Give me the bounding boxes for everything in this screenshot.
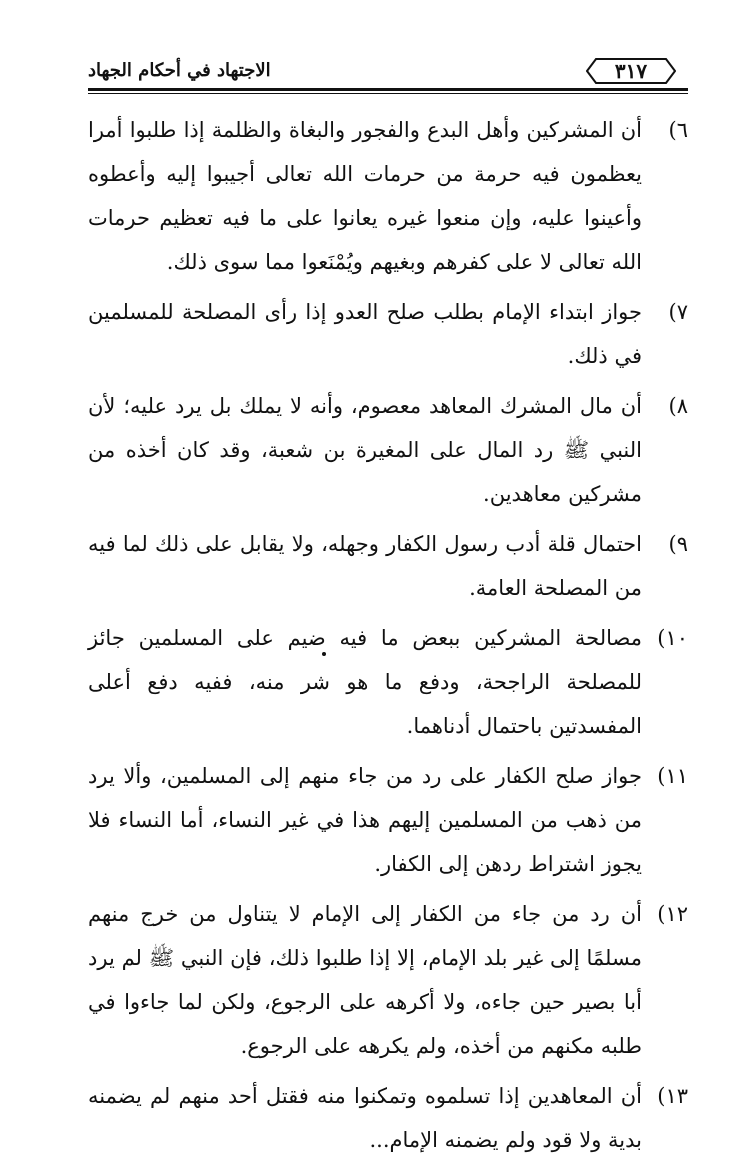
list-item	[88, 892, 688, 1068]
page-header	[88, 50, 688, 100]
item-number: ١٢)	[657, 902, 688, 926]
list-item	[88, 1074, 688, 1162]
item-text: جواز صلح الكفار على رد من جاء منهم إلى المسلمين، وألا يرد من ذهب من المسلمين إليهم هذا في غير النساء، أما النساء فلا يجوز اشتراط ردهن إلى الكفار.	[88, 764, 642, 876]
item-number: ٩)	[668, 532, 688, 556]
item-text: مصالحة المشركين ببعض ما فيه ضيم على المسلمين جائز للمصلحة الراجحة، ودفع ما هو شر منه، ففيه دفع أعلى المفسدتين باحتمال أدناهما.	[88, 626, 642, 738]
list-item	[88, 616, 688, 748]
running-title: الاجتهاد في أحكام الجهاد	[88, 60, 271, 81]
list-item	[88, 108, 688, 284]
item-text: جواز ابتداء الإمام بطلب صلح العدو إذا رأى المصلحة للمسلمين في ذلك.	[88, 300, 642, 368]
item-number: ٦)	[668, 118, 688, 142]
item-number: ٧)	[668, 300, 688, 324]
header-rule-thin	[88, 93, 688, 94]
header-rule-thick	[88, 88, 688, 91]
item-number: ٨)	[668, 394, 688, 418]
item-text: أن رد من جاء من الكفار إلى الإمام لا يتناول من خرج منهم مسلمًا إلى غير بلد الإمام، إلا إذا طلبوا ذلك، فإن النبي ﷺ لم يرد أبا بصير حين جاءه، ولا أكرهه على الرجوع، ولكن لما جاءوا في طلبه مكنهم من أخذه، ولم يكرهه على الرجوع.	[88, 902, 642, 1058]
item-text: أن المشركين وأهل البدع والفجور والبغاة والظلمة إذا طلبوا أمرا يعظمون فيه حرمة من حرمات الله تعالى أجيبوا إليه وأعطوه وأعينوا عليه، وإن منعوا غيره يعانوا على ما فيه تعظيم حرمات الله تعالى لا على كفرهم وبغيهم ويُمْنَعوا مما سوى ذلك.	[88, 118, 642, 274]
item-number: ١٠)	[657, 626, 688, 650]
item-number: ١٣)	[657, 1084, 688, 1108]
list-item	[88, 754, 688, 886]
stray-mark	[322, 652, 326, 656]
page-body	[88, 108, 688, 1168]
item-text: أن المعاهدين إذا تسلموه وتمكنوا منه فقتل أحد منهم لم يضمنه بدية ولا قود ولم يضمنه الإمام...	[88, 1084, 642, 1152]
item-text: احتمال قلة أدب رسول الكفار وجهله، ولا يقابل على ذلك لما فيه من المصلحة العامة.	[88, 532, 642, 600]
list-item	[88, 384, 688, 516]
page-number: ٣١٧	[614, 59, 648, 83]
item-number: ١١)	[657, 764, 688, 788]
list-item	[88, 522, 688, 610]
item-text: أن مال المشرك المعاهد معصوم، وأنه لا يملك بل يرد عليه؛ لأن النبي ﷺ رد المال على المغيرة بن شعبة، وقد كان أخذه من مشركين معاهدين.	[88, 394, 642, 506]
list-item	[88, 290, 688, 378]
page-number-badge	[586, 57, 676, 85]
